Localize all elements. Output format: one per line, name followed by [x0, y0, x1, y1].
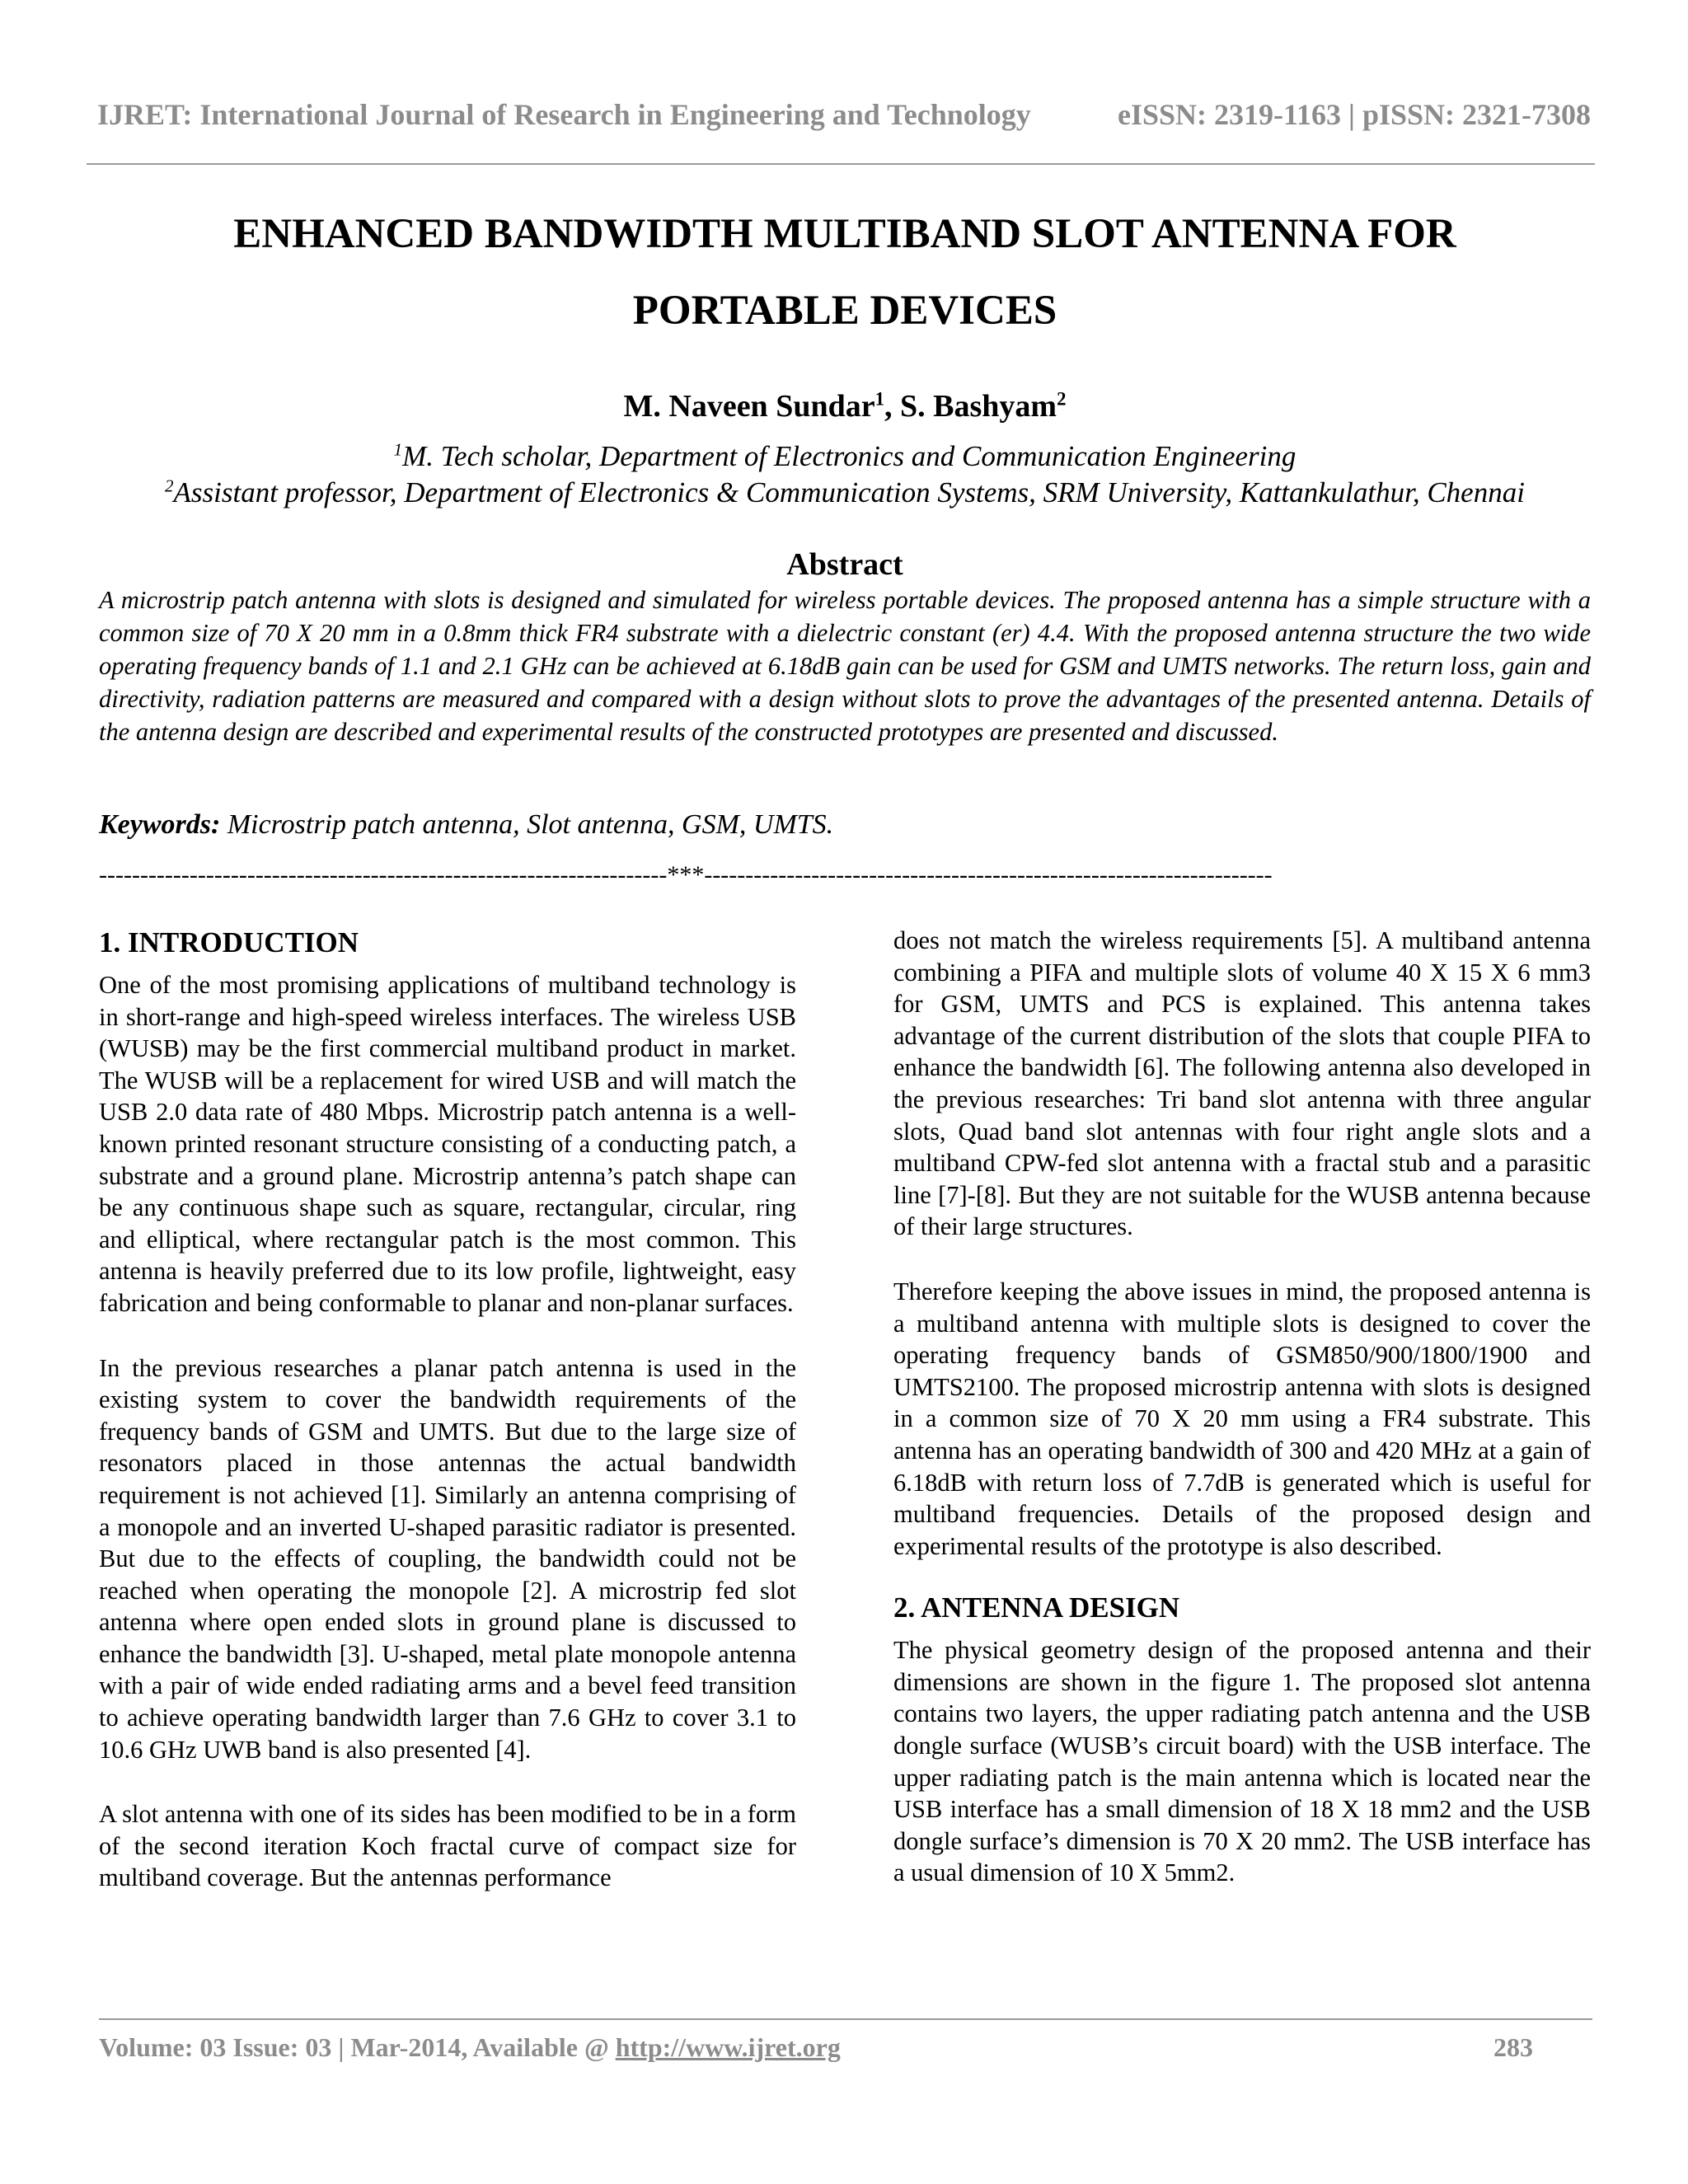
- affiliation-2: [82, 475, 1607, 511]
- abstract-heading: Abstract: [786, 547, 903, 582]
- title-line-2: PORTABLE DEVICES: [632, 288, 1057, 334]
- header-rule: [87, 163, 1595, 165]
- page-footer: [99, 2032, 1533, 2063]
- issn-info: eISSN: 2319-1163 | pISSN: 2321-7308: [1118, 98, 1591, 131]
- affiliations: [82, 438, 1607, 511]
- author-2-sup: 2: [1057, 388, 1067, 410]
- author-1: M. Naveen Sundar: [623, 389, 875, 424]
- page-number: 283: [1493, 2032, 1533, 2062]
- title-line-1: ENHANCED BANDWIDTH MULTIBAND SLOT ANTENNA FOR: [233, 211, 1456, 257]
- journal-name: IJRET: International Journal of Research in Engineering and Technology: [97, 98, 1031, 131]
- section-heading-antenna-design: 2. ANTENNA DESIGN: [893, 1591, 1180, 1624]
- affiliation-1-text: M. Tech scholar, Department of Electronics and Communication Engineering: [402, 440, 1296, 472]
- footer-volume: [99, 2032, 841, 2063]
- paragraph: The physical geometry design of the proposed antenna and their dimensions are shown in the figure 1. The proposed slot antenna contains two layers, the upper radiating patch antenna and the USB dongle surface (WUSB’s circuit board) with the USB interface. The upper radiating patch is the main antenna which is located near the USB interface has a small dimension of 18 X 18 mm2 and the USB dongle surface’s dimension is 70 X 20 mm2. The USB interface has a usual dimension of 10 X 5mm2.: [893, 1636, 1591, 1887]
- affiliation-2-text: Assistant professor, Department of Electronics & Communication Systems, SRM University, Kattankulathur, Chennai: [173, 476, 1525, 509]
- author-2: S. Bashyam: [900, 389, 1057, 424]
- left-column: [99, 926, 796, 1894]
- footer-volume-text: Volume: 03 Issue: 03 | Mar-2014, Available @: [99, 2032, 616, 2062]
- paragraph: does not match the wireless requirements [5]. A multiband antenna combining a PIFA and multiple slots of volume 40 X 15 X 6 mm3 for GSM, UMTS and PCS is explained. This antenna takes advantage of the current distribution of the slots that couple PIFA to enhance the bandwidth [6]. The following antenna also developed in the previous researches: Tri band slot antenna with three angular slots, Quad band slot antennas with four right angle slots and a multiband CPW-fed slot antenna with a fractal stub and a parasitic line [7]-[8]. But they are not suitable for the WUSB antenna because of their large structures.: [893, 926, 1591, 1241]
- author-separator: ,: [884, 389, 900, 424]
- keywords: [99, 806, 1591, 844]
- author-list: [99, 383, 1591, 429]
- journal-link[interactable]: http://www.ijret.org: [615, 2032, 841, 2062]
- paragraph-gap: [99, 1765, 796, 1798]
- running-header: [97, 97, 1591, 132]
- paragraph: A slot antenna with one of its sides has been modified to be in a form of the second iteration Koch fractal curve of compact size for multiband coverage. But the antennas performance: [99, 1800, 796, 1892]
- section-separator: ---------------------------------------------------------------------***---------------------------------------------------------------------: [99, 861, 1273, 888]
- paragraph-gap: [99, 1319, 796, 1352]
- author-1-sup: 1: [874, 388, 884, 410]
- abstract-body: A microstrip patch antenna with slots is designed and simulated for wireless portable devices. The proposed antenna has a simple structure with a common size of 70 X 20 mm in a 0.8mm thick FR4 substrate with a dielectric constant (er) 4.4. With the proposed antenna structure the two wide operating frequency bands of 1.1 and 2.1 GHz can be achieved at 6.18dB gain can be used for GSM and UMTS networks. The return loss, gain and directivity, radiation patterns are measured and compared with a design without slots to prove the advantages of the presented antenna. Details of the antenna design are described and experimental results of the constructed prototypes are presented and discussed.: [99, 586, 1591, 746]
- paragraph: Therefore keeping the above issues in mind, the proposed antenna is a multiband antenna with multiple slots is designed to cover the operating frequency bands of GSM850/900/1800/1900 and UMTS2100. The proposed microstrip antenna with slots is designed in a common size of 70 X 20 mm using a FR4 substrate. This antenna has an operating bandwidth of 300 and 420 MHz at a gain of 6.18dB with return loss of 7.7dB is generated which is useful for multiband frequencies. Details of the proposed design and experimental results of the prototype is also described.: [893, 1277, 1591, 1560]
- affiliation-1-sup: 1: [393, 439, 403, 460]
- paragraph-gap: [893, 1562, 1591, 1591]
- paragraph: One of the most promising applications of multiband technology is in short-range and high-speed wireless interfaces. The wireless USB (WUSB) may be the first commercial multiband product in market. The WUSB will be a replacement for wired USB and will match the USB 2.0 data rate of 480 Mbps. Microstrip patch antenna is a well-known printed resonant structure consisting of a conducting patch, a substrate and a ground plane. Microstrip antenna’s patch shape can be any continuous shape such as square, rectangular, circular, ring and elliptical, where rectangular patch is the most common. This antenna is heavily preferred due to its low profile, lightweight, easy fabrication and being conformable to planar and non-planar surfaces.: [99, 971, 796, 1317]
- paragraph: In the previous researches a planar patch antenna is used in the existing system to cover the bandwidth requirements of the frequency bands of GSM and UMTS. But due to the large size of resonators placed in those antennas the actual bandwidth requirement is not achieved [1]. Similarly an antenna comprising of a monopole and an inverted U-shaped parasitic radiator is presented. But due to the effects of coupling, the bandwidth could not be reached when operating the monopole [2]. A microstrip fed slot antenna where open ended slots in ground plane is discussed to enhance the bandwidth [3]. U-shaped, metal plate monopole antenna with a pair of wide ended radiating arms and a bevel feed transition to achieve operating bandwidth larger than 7.6 GHz to cover 3.1 to 10.6 GHz UWB band is also presented [4].: [99, 1353, 796, 1764]
- keywords-label: Keywords:: [99, 809, 221, 840]
- keywords-text: Microstrip patch antenna, Slot antenna, GSM, UMTS.: [220, 809, 834, 840]
- paragraph-gap: [893, 1243, 1591, 1276]
- paper-title: [99, 196, 1591, 349]
- footer-rule: [99, 2018, 1592, 2020]
- affiliation-1: [82, 438, 1607, 475]
- section-heading-introduction: 1. INTRODUCTION: [99, 926, 359, 958]
- right-column: [893, 925, 1591, 1889]
- affiliation-2-sup: 2: [165, 476, 174, 496]
